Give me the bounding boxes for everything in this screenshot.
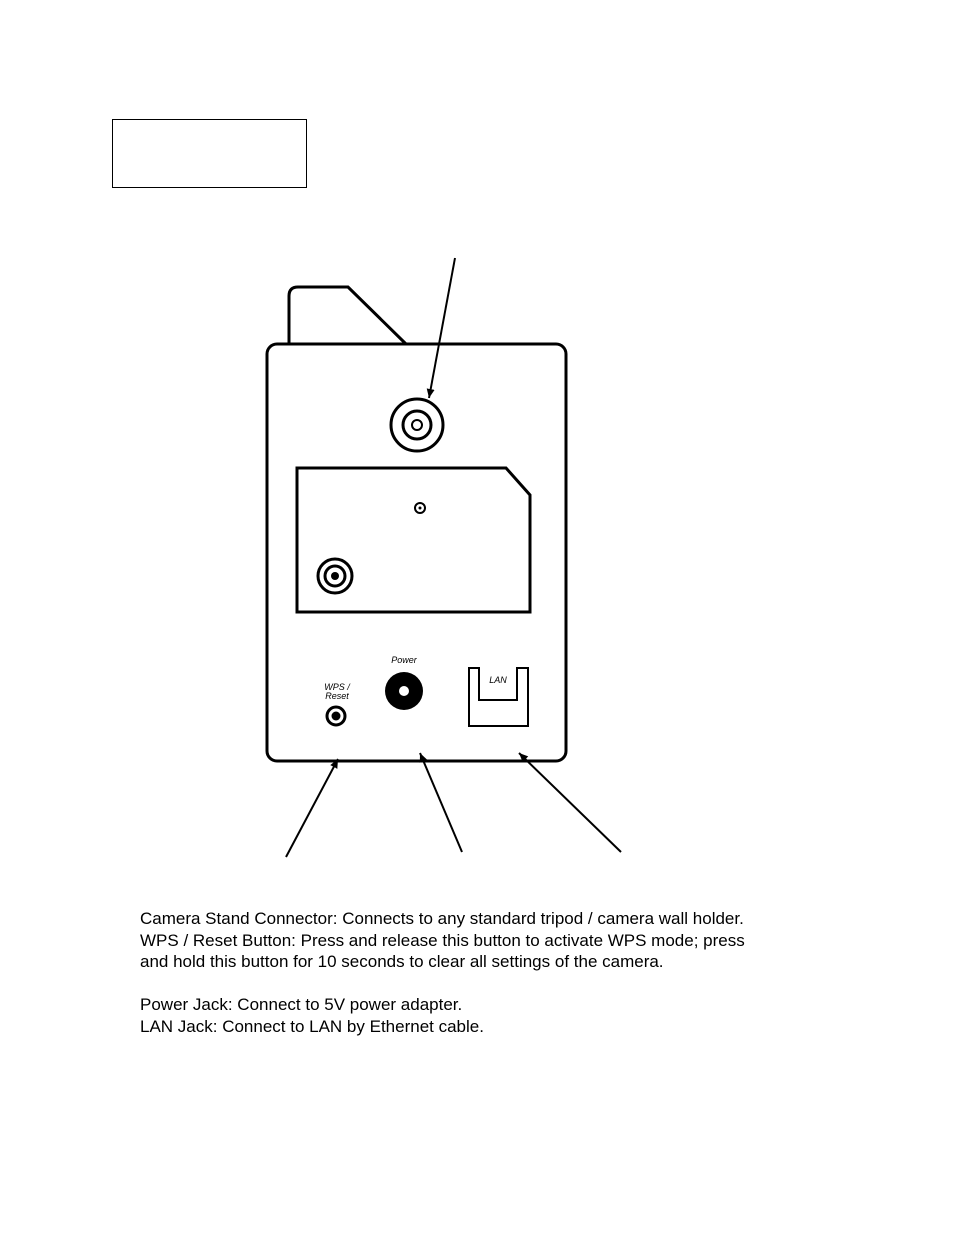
wps-reset-description-line2: and hold this button for 10 seconds to clear all settings of the camera. — [140, 952, 664, 971]
lan-jack-description: LAN Jack: Connect to LAN by Ethernet cable. — [140, 1016, 484, 1036]
description-text — [140, 908, 840, 1037]
arrow-lan — [519, 753, 621, 852]
wps-reset-label-line1: WPS / — [324, 682, 350, 692]
paragraph-gap — [140, 973, 840, 995]
wps-reset-label-line2: Reset — [325, 691, 349, 701]
camera-top-block — [289, 287, 406, 344]
lan-label: LAN — [489, 675, 507, 685]
power-label: Power — [391, 655, 417, 665]
arrow-wps-reset — [286, 759, 338, 857]
power-jack-description: Power Jack: Connect to 5V power adapter. — [140, 995, 463, 1014]
camera-stand-description: Camera Stand Connector: Connects to any standard tripod / camera wall holder. — [140, 909, 744, 928]
wps-reset-description-line1: WPS / Reset Button: Press and release this button to activate WPS mode; press — [140, 930, 745, 950]
arrow-power — [420, 753, 462, 852]
power-jack[interactable] — [385, 672, 423, 710]
